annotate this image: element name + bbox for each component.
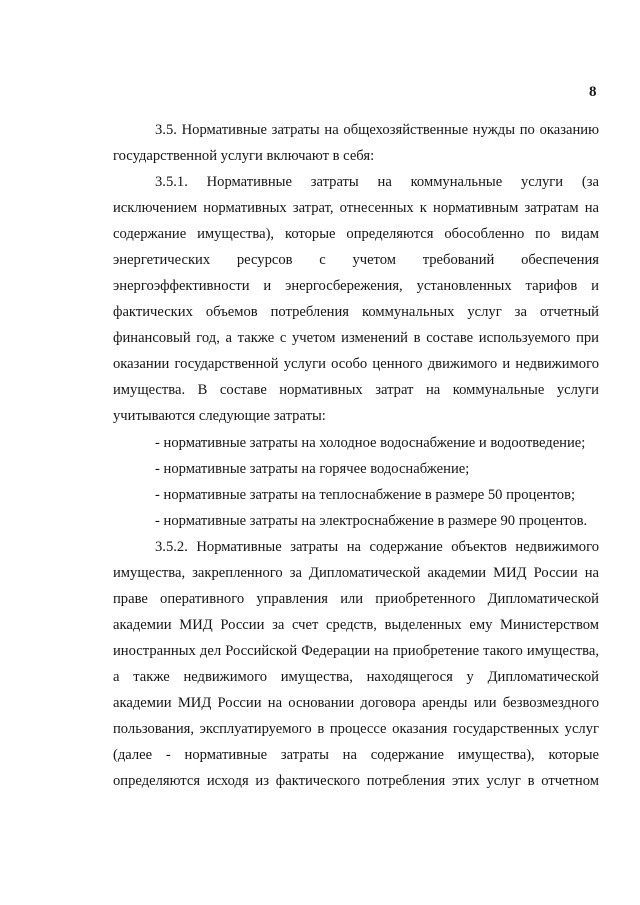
- paragraph-3-5-1-line-1: 3.5.1. Нормативные затраты на коммунальные услуги (за: [155, 174, 599, 190]
- list-item: - нормативные затраты на холодное водоснабжение и водоотведение;: [155, 435, 586, 451]
- paragraph-3-5-1-line-4: энергетических ресурсов с учетом требований обеспечения: [113, 252, 599, 268]
- paragraph-3-5-2-line-4: академии МИД России за счет средств, выделенных ему Министерством: [113, 617, 599, 633]
- paragraph-3-5-1-line-10: учитываются следующие затраты:: [113, 408, 326, 424]
- paragraph-3-5-line-2: государственной услуги включают в себя:: [113, 148, 375, 164]
- paragraph-3-5-1-line-3: содержание имущества), которые определяются обособленно по видам: [113, 226, 599, 242]
- paragraph-3-5-1-line-5: энергоэффективности и энергосбережения, установленных тарифов и: [113, 278, 599, 294]
- paragraph-3-5-2-line-10: определяются исходя из фактического потребления этих услуг в отчетном: [113, 773, 599, 789]
- paragraph-3-5-1-line-9: имущества. В составе нормативных затрат на коммунальные услуги: [113, 382, 599, 398]
- paragraph-3-5-1-line-6: фактических объемов потребления коммунальных услуг за отчетный: [113, 304, 599, 320]
- list-item: - нормативные затраты на теплоснабжение в размере 50 процентов;: [155, 487, 576, 503]
- page-number: 8: [589, 84, 597, 100]
- paragraph-3-5-2-line-6: а также недвижимого имущества, находящегося у Дипломатической: [113, 669, 599, 685]
- paragraph-3-5-1-line-8: оказании государственной услуги особо ценного движимого и недвижимого: [113, 356, 599, 372]
- paragraph-3-5-1-line-2: исключением нормативных затрат, отнесенных к нормативным затратам на: [113, 200, 599, 216]
- list-item: - нормативные затраты на электроснабжение в размере 90 процентов.: [155, 513, 588, 529]
- paragraph-3-5-2-line-5: иностранных дел Российской Федерации на приобретение такого имущества,: [113, 643, 599, 659]
- paragraph-3-5-2-line-7: академии МИД России на основании договора аренды или безвозмездного: [113, 695, 599, 711]
- list-item: - нормативные затраты на горячее водоснабжение;: [155, 461, 470, 477]
- paragraph-3-5-line-1: 3.5. Нормативные затраты на общехозяйственные нужды по оказанию: [155, 122, 599, 138]
- paragraph-3-5-2-line-1: 3.5.2. Нормативные затраты на содержание объектов недвижимого: [155, 539, 599, 555]
- paragraph-3-5-2-line-9: (далее - нормативные затраты на содержание имущества), которые: [113, 747, 599, 763]
- paragraph-3-5-2-line-3: праве оперативного управления или приобретенного Дипломатической: [113, 591, 599, 607]
- paragraph-3-5-1-line-7: финансовый год, а также с учетом изменений в составе используемого при: [113, 330, 599, 346]
- paragraph-3-5-2-line-8: пользования, эксплуатируемого в процессе оказания государственных услуг: [113, 721, 599, 737]
- paragraph-3-5-2-line-2: имущества, закрепленного за Дипломатической академии МИД России на: [113, 565, 599, 581]
